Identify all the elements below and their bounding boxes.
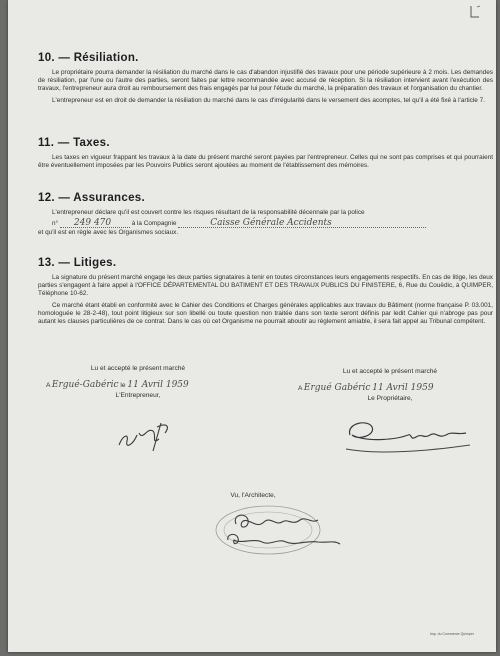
place-handwritten: Ergué-Gabéric — [51, 380, 119, 390]
section-litiges — [38, 257, 493, 326]
section-paragraph: Le propriétaire pourra demander la résiliation du marché dans le cas d'abandon injustifié des travaux pour une période supérieure à 2 mois. Les demandes de résiliation, par l'une ou l'autre des parties, seront faites par lettre recommandée avec accusé de réception. Si la résiliation intervient avant l'exécution des travaux, l'entrepreneur aura droit au remboursement des frais engagés par lui pour l'étude du marché, la préparation des travaux et l'organisation du chantier. — [38, 69, 493, 93]
section-heading: 10. — Résiliation. — [38, 52, 139, 64]
section-taxes — [38, 137, 493, 170]
signature-role: Vu, l'Architecte, — [230, 492, 276, 499]
insurance-line: L'entrepreneur déclare qu'il est couvert contre les risques résultant de la responsabilité décennale par la police — [52, 209, 365, 216]
section-assurances — [38, 192, 493, 238]
section-heading: 12. — Assurances. — [38, 192, 145, 204]
place-handwritten: Ergué Gabéric — [303, 383, 371, 393]
place-date-line: A Ergué-Gabéric le 11 Avril 1959 — [46, 380, 189, 390]
section-paragraph: Ce marché étant établi en conformité avec le Cahier des Conditions et Charges générales applicables aux travaux du Bâtiment (norme française P. 03.001, homologuée le 28-2-48), tout point litigieux sur son libellé ou toute question non traitée dans son texte seront définis par ledit Cahier qui n'abroge pas pour autant les clauses particulières de ce contrat. Dans le cas où cet Organisme ne pourrait aboutir au règlement amiable, il sera fait appel au Tribunal compétent. — [38, 301, 493, 326]
place-date-line: A Ergué Gabéric 11 Avril 1959 — [298, 383, 434, 393]
date-handwritten: 11 Avril 1959 — [372, 383, 434, 393]
signature-block-proprietaire — [290, 368, 490, 402]
date-handwritten: 11 Avril 1959 — [127, 380, 189, 390]
entrepreneur-signature — [113, 405, 203, 455]
signature-heading: Lu et accepté le présent marché — [342, 368, 438, 375]
insurance-line: et qu'il est en règle avec les Organismes sociaux. — [38, 229, 179, 237]
proprietaire-signature — [338, 405, 478, 460]
insurance-company: Caisse Générale Accidents — [178, 219, 426, 228]
section-heading: 11. — Taxes. — [38, 137, 110, 149]
insurance-policy-line: n° 249 470 à la Compagnie Caisse Générale Accidents — [38, 219, 493, 228]
signature-heading: Lu et accepté le présent marché — [90, 365, 186, 372]
signature-role: Le Propriétaire, — [367, 395, 413, 402]
signature-role: L'Entrepreneur, — [115, 392, 161, 399]
printer-footer: Imp. du Commerce Quimper — [429, 632, 474, 636]
signature-block-entrepreneur — [38, 365, 238, 399]
section-paragraph: L'entrepreneur est en droit de demander la résiliation du marché dans le cas d'irrégularité dans le versement des acomptes, tel qu'il a été fixé à l'article 7. — [52, 96, 485, 104]
architect-stamp-signature — [206, 500, 356, 570]
signature-block-architecte — [198, 492, 308, 499]
section-paragraph: Les taxes en vigueur frappant les travaux à la date du présent marché seront payées par l'entrepreneur. Celles qui ne sont pas comprises et qui pourraient être éventuellement imposées par les Pouvoirs Publics seront ajoutées au moment de l'établissement des mémoires. — [38, 154, 493, 170]
section-resiliation — [38, 52, 493, 105]
section-paragraph: La signature du présent marché engage les deux parties signataires à tenir en toutes circonstances leurs engagements respectifs. En cas de litige, les deux parties s'engagent à faire appel à l'OFFICE DÉPARTEMENTAL DU BATIMENT ET DES TRAVAUX PUBLICS DU FINISTERE, 6, Rue du Couëdic, à QUIMPER, Téléphone 10-62. — [38, 274, 493, 298]
section-heading: 13. — Litiges. — [38, 257, 117, 269]
corner-pencil-mark — [468, 4, 482, 20]
policy-number: 249 470 — [60, 219, 130, 228]
document-page — [8, 0, 496, 652]
